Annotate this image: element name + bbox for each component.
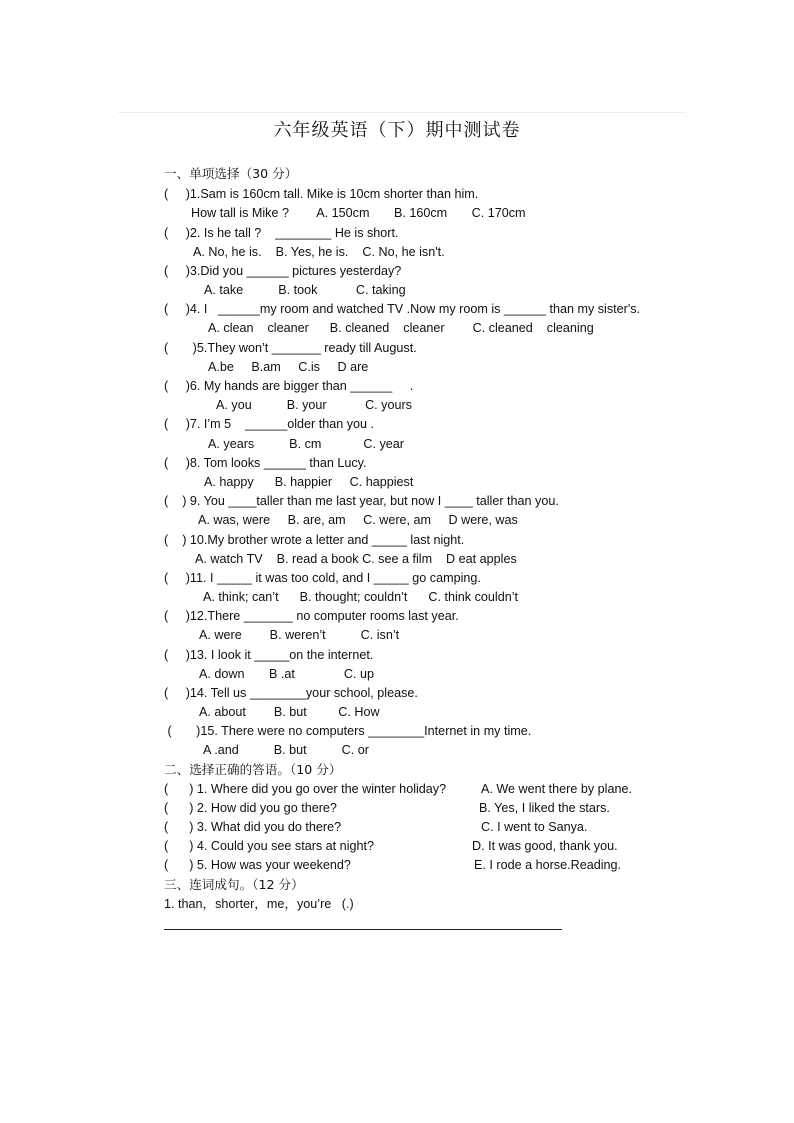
- section-3-heading: 三、连词成句。（12 分）: [164, 877, 304, 892]
- match-answer-a: A. We went there by plane.: [481, 782, 632, 796]
- options-5: A.be B.am C.is D are: [208, 360, 369, 374]
- question-13: ( )13. I look it _____on the internet.: [164, 648, 374, 662]
- question-4: ( )4. I ______my room and watched TV .Now my room is ______ than my sister's.: [164, 302, 641, 316]
- options-7: A. years B. cm C. year: [208, 437, 404, 451]
- match-answer-b: B. Yes, I liked the stars.: [479, 801, 610, 815]
- question-9: ( ) 9. You ____taller than me last year, but now I ____ taller than you.: [164, 494, 559, 508]
- question-14: ( )14. Tell us ________your school, please.: [164, 686, 418, 700]
- question-7: ( )7. I’m 5 ______older than you .: [164, 417, 375, 431]
- section-2-heading: 二、选择正确的答语。（10 分）: [164, 762, 342, 777]
- question-12: ( )12.There _______ no computer rooms last year.: [164, 609, 459, 623]
- options-11: A. think; can’t B. thought; couldn’t C. think couldn’t: [203, 590, 519, 604]
- options-15: A .and B. but C. or: [203, 743, 369, 757]
- match-answer-e: E. I rode a horse.Reading.: [474, 858, 622, 872]
- section-1-heading: 一、单项选择（30 分）: [164, 166, 298, 181]
- options-6: A. you B. your C. yours: [216, 398, 412, 412]
- options-12: A. were B. weren’t C. isn’t: [199, 628, 400, 642]
- options-1: How tall is Mike ? A. 150cm B. 160cm C. 170cm: [191, 206, 526, 220]
- options-10: A. watch TV B. read a book C. see a film D eat apples: [195, 552, 517, 566]
- question-11: ( )11. I _____ it was too cold, and I _____ go camping.: [164, 571, 481, 585]
- page-title: 六年级英语（下）期中测试卷: [273, 120, 521, 141]
- answer-line: [164, 929, 562, 930]
- header-rule: [118, 112, 686, 113]
- match-question-5: ( ) 5. How was your weekend?: [164, 858, 351, 872]
- question-2: ( )2. Is he tall ? ________ He is short.: [164, 226, 399, 240]
- match-question-3: ( ) 3. What did you do there?: [164, 820, 342, 834]
- match-answer-c: C. I went to Sanya.: [481, 820, 588, 834]
- question-8: ( )8. Tom looks ______ than Lucy.: [164, 456, 367, 470]
- question-6: ( )6. My hands are bigger than ______ .: [164, 379, 414, 393]
- options-14: A. about B. but C. How: [199, 705, 380, 719]
- options-8: A. happy B. happier C. happiest: [204, 475, 414, 489]
- question-3: ( )3.Did you ______ pictures yesterday?: [164, 264, 402, 278]
- match-answer-d: D. It was good, thank you.: [472, 839, 618, 853]
- options-9: A. was, were B. are, am C. were, am D were, was: [198, 513, 518, 527]
- match-question-4: ( ) 4. Could you see stars at night?: [164, 839, 374, 853]
- sentence-item-1: 1. than，shorter，me，you’re (.): [164, 897, 354, 911]
- match-question-1: ( ) 1. Where did you go over the winter holiday?: [164, 782, 447, 796]
- question-10: ( ) 10.My brother wrote a letter and _____ last night.: [164, 533, 465, 547]
- options-2: A. No, he is. B. Yes, he is. C. No, he isn't.: [193, 245, 445, 259]
- question-5: ( )5.They won’t _______ ready till August.: [164, 341, 417, 355]
- options-13: A. down B .at C. up: [199, 667, 374, 681]
- options-4: A. clean cleaner B. cleaned cleaner C. cleaned cleaning: [208, 321, 594, 335]
- options-3: A. take B. took C. taking: [204, 283, 406, 297]
- question-1: ( )1.Sam is 160cm tall. Mike is 10cm shorter than him.: [164, 187, 479, 201]
- match-question-2: ( ) 2. How did you go there?: [164, 801, 337, 815]
- question-15: ( )15. There were no computers ________Internet in my time.: [164, 724, 532, 738]
